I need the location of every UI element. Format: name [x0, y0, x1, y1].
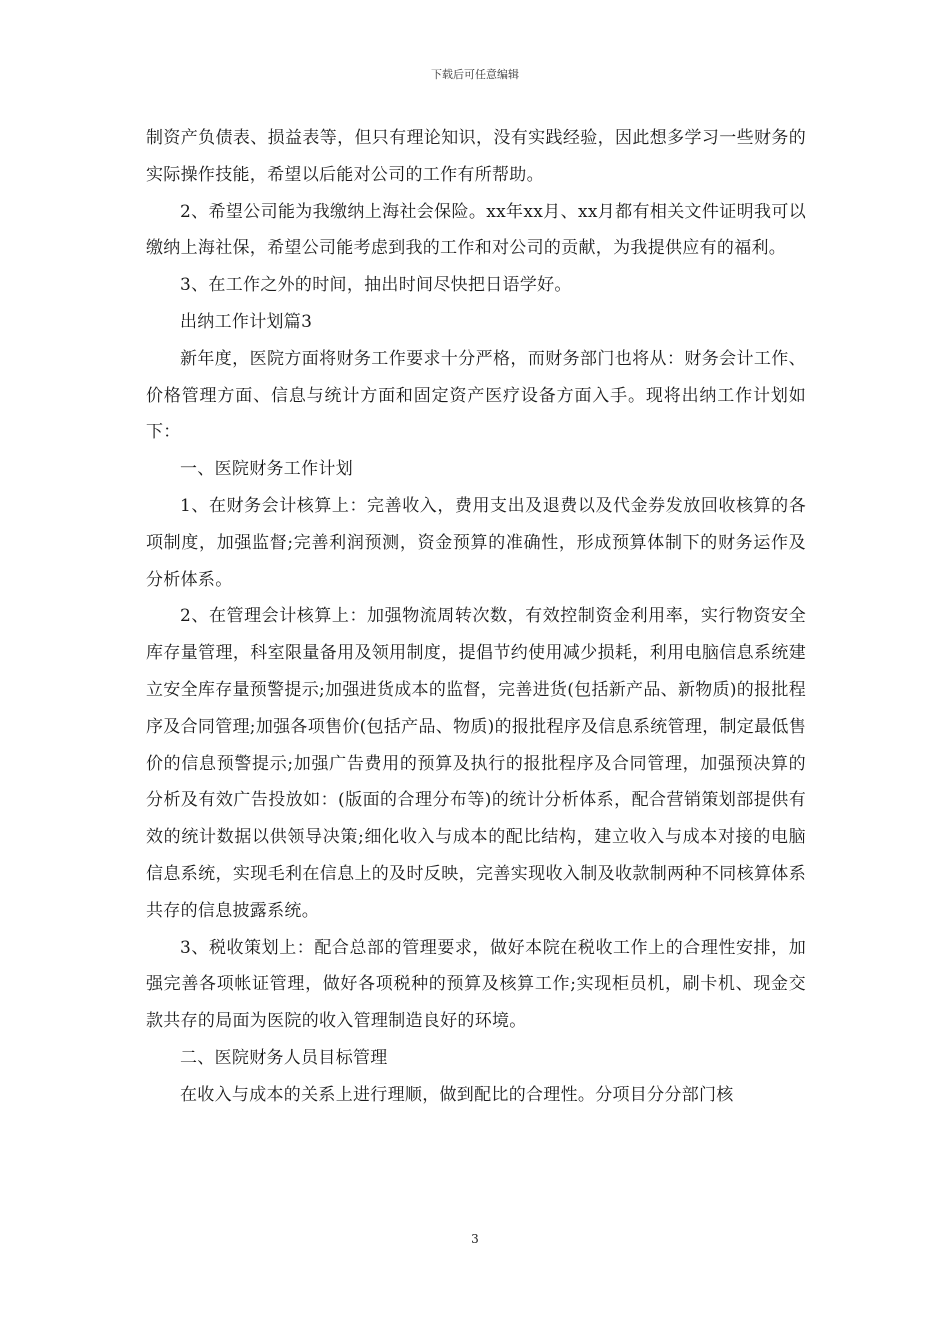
header-note: 下载后可任意编辑	[431, 68, 519, 81]
section-heading: 二、医院财务人员目标管理	[180, 1047, 388, 1068]
paragraph: 制资产负债表、损益表等，但只有理论知识，没有实践经验，因此想多学习一些财务的实际操作技能，希望以后能对公司的工作有所帮助。	[146, 128, 806, 185]
paragraph: 3、税收策划上：配合总部的管理要求，做好本院在税收工作上的合理性安排，加强完善各项帐证管理，做好各项税种的预算及核算工作;实现柜员机，刷卡机、现金交款共存的局面为医院的收入管理制造良好的环境。	[146, 937, 806, 1032]
paragraph: 2、希望公司能为我缴纳上海社会保险。xx年xx月、xx月都有相关文件证明我可以缴纳上海社保，希望公司能考虑到我的工作和对公司的贡献，为我提供应有的福利。	[146, 201, 806, 259]
section-heading: 出纳工作计划篇3	[180, 311, 313, 332]
paragraph: 在收入与成本的关系上进行理顺，做到配比的合理性。分项目分分部门核	[180, 1084, 734, 1105]
paragraph: 1、在财务会计核算上：完善收入，费用支出及退费以及代金券发放回收核算的各项制度，加强监督;完善利润预测，资金预算的准确性，形成预算体制下的财务运作及分析体系。	[146, 495, 806, 590]
body-text	[146, 120, 806, 1114]
page-number: 3	[471, 1232, 479, 1246]
paragraph: 3、在工作之外的时间，抽出时间尽快把日语学好。	[180, 275, 572, 296]
paragraph: 2、在管理会计核算上：加强物流周转次数，有效控制资金利用率，实行物资安全库存量管理，科室限量备用及领用制度，提倡节约使用减少损耗，利用电脑信息系统建立安全库存量预警提示;加强进货成本的监督，完善进货(包括新产品、新物质)的报批程序及合同管理;加强各项售价(包括产品、物质)的报批程序及信息系统管理，制定最低售价的信息预警提示;加强广告费用的预算及执行的报批程序及合同管理，加强预决算的分析及有效广告投放如：(版面的合理分布等)的统计分析体系，配合营销策划部提供有效的统计数据以供领导决策;细化收入与成本的配比结构，建立收入与成本对接的电脑信息系统，实现毛利在信息上的及时反映，完善实现收入制及收款制两种不同核算体系共存的信息披露系统。	[146, 606, 806, 921]
section-heading: 一、医院财务工作计划	[180, 459, 353, 480]
paragraph: 新年度，医院方面将财务工作要求十分严格，而财务部门也将从：财务会计工作、价格管理方面、信息与统计方面和固定资产医疗设备方面入手。现将出纳工作计划如下：	[146, 348, 806, 443]
